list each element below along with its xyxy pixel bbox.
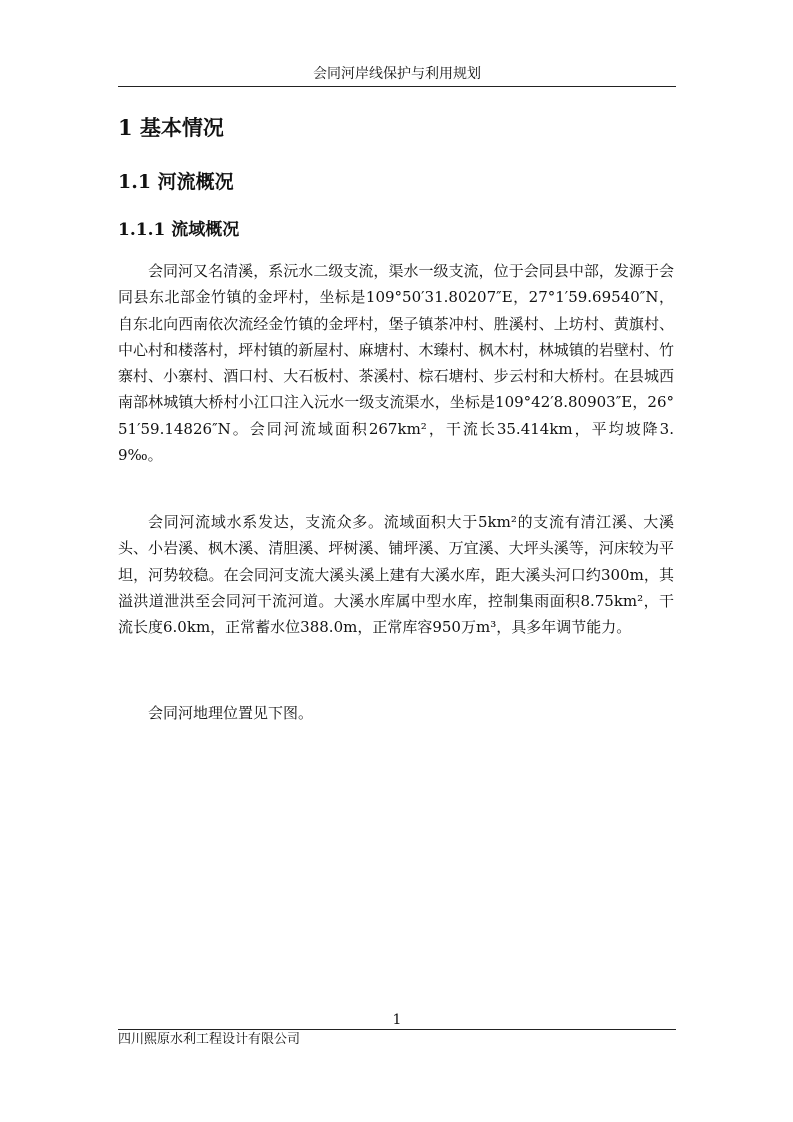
body-text-tributaries xyxy=(118,509,674,640)
body-text-location xyxy=(118,700,674,726)
section-heading: 1.1 河流概况 xyxy=(118,171,234,193)
page-header-title: 会同河岸线保护与利用规划 xyxy=(313,66,481,82)
footer-divider xyxy=(118,1029,676,1030)
footer-company: 四川熙原水利工程设计有限公司 xyxy=(118,1032,301,1047)
body-text xyxy=(118,258,674,468)
header-divider xyxy=(118,86,676,87)
paragraph-basin-overview: 会同河又名清溪，系沅水二级支流，渠水一级支流，位于会同县中部，发源于会同县东北部金竹镇的金坪村，坐标是109°50′31.80207″E，27°1′59.69540″N，自东北向西南依次流经金竹镇的金坪村，堡子镇茶冲村、胜溪村、上坊村、黄旗村、中心村和楼落村，坪村镇的新屋村、麻塘村、木臻村、枫木村，林城镇的岩壁村、竹寨村、小寨村、酒口村、大石板村、茶溪村、棕石塘村、步云村和大桥村。在县城西南部林城镇大桥村小江口注入沅水一级支流渠水，坐标是109°42′8.80903″E，26°51′59.14826″N。会同河流域面积267km²，干流长35.414km，平均坡降3.9‰。 xyxy=(118,262,674,465)
subsection-heading: 1.1.1 流域概况 xyxy=(118,220,240,240)
chapter-heading: 1 基本情况 xyxy=(118,115,224,140)
paragraph-tributaries: 会同河流域水系发达，支流众多。流域面积大于5km²的支流有清江溪、大溪头、小岩溪、枫木溪、清胆溪、坪树溪、铺坪溪、万宜溪、大坪头溪等，河床较为平坦，河势较稳。在会同河支流大溪头溪上建有大溪水库，距大溪头河口约300m，其溢洪道泄洪至会同河干流河道。大溪水库属中型水库，控制集雨面积8.75km²，干流长度6.0km，正常蓄水位388.0m，正常库容950万m³，具多年调节能力。 xyxy=(118,513,674,637)
paragraph-location-note: 会同河地理位置见下图。 xyxy=(148,704,314,722)
page-number: 1 xyxy=(392,1012,402,1028)
